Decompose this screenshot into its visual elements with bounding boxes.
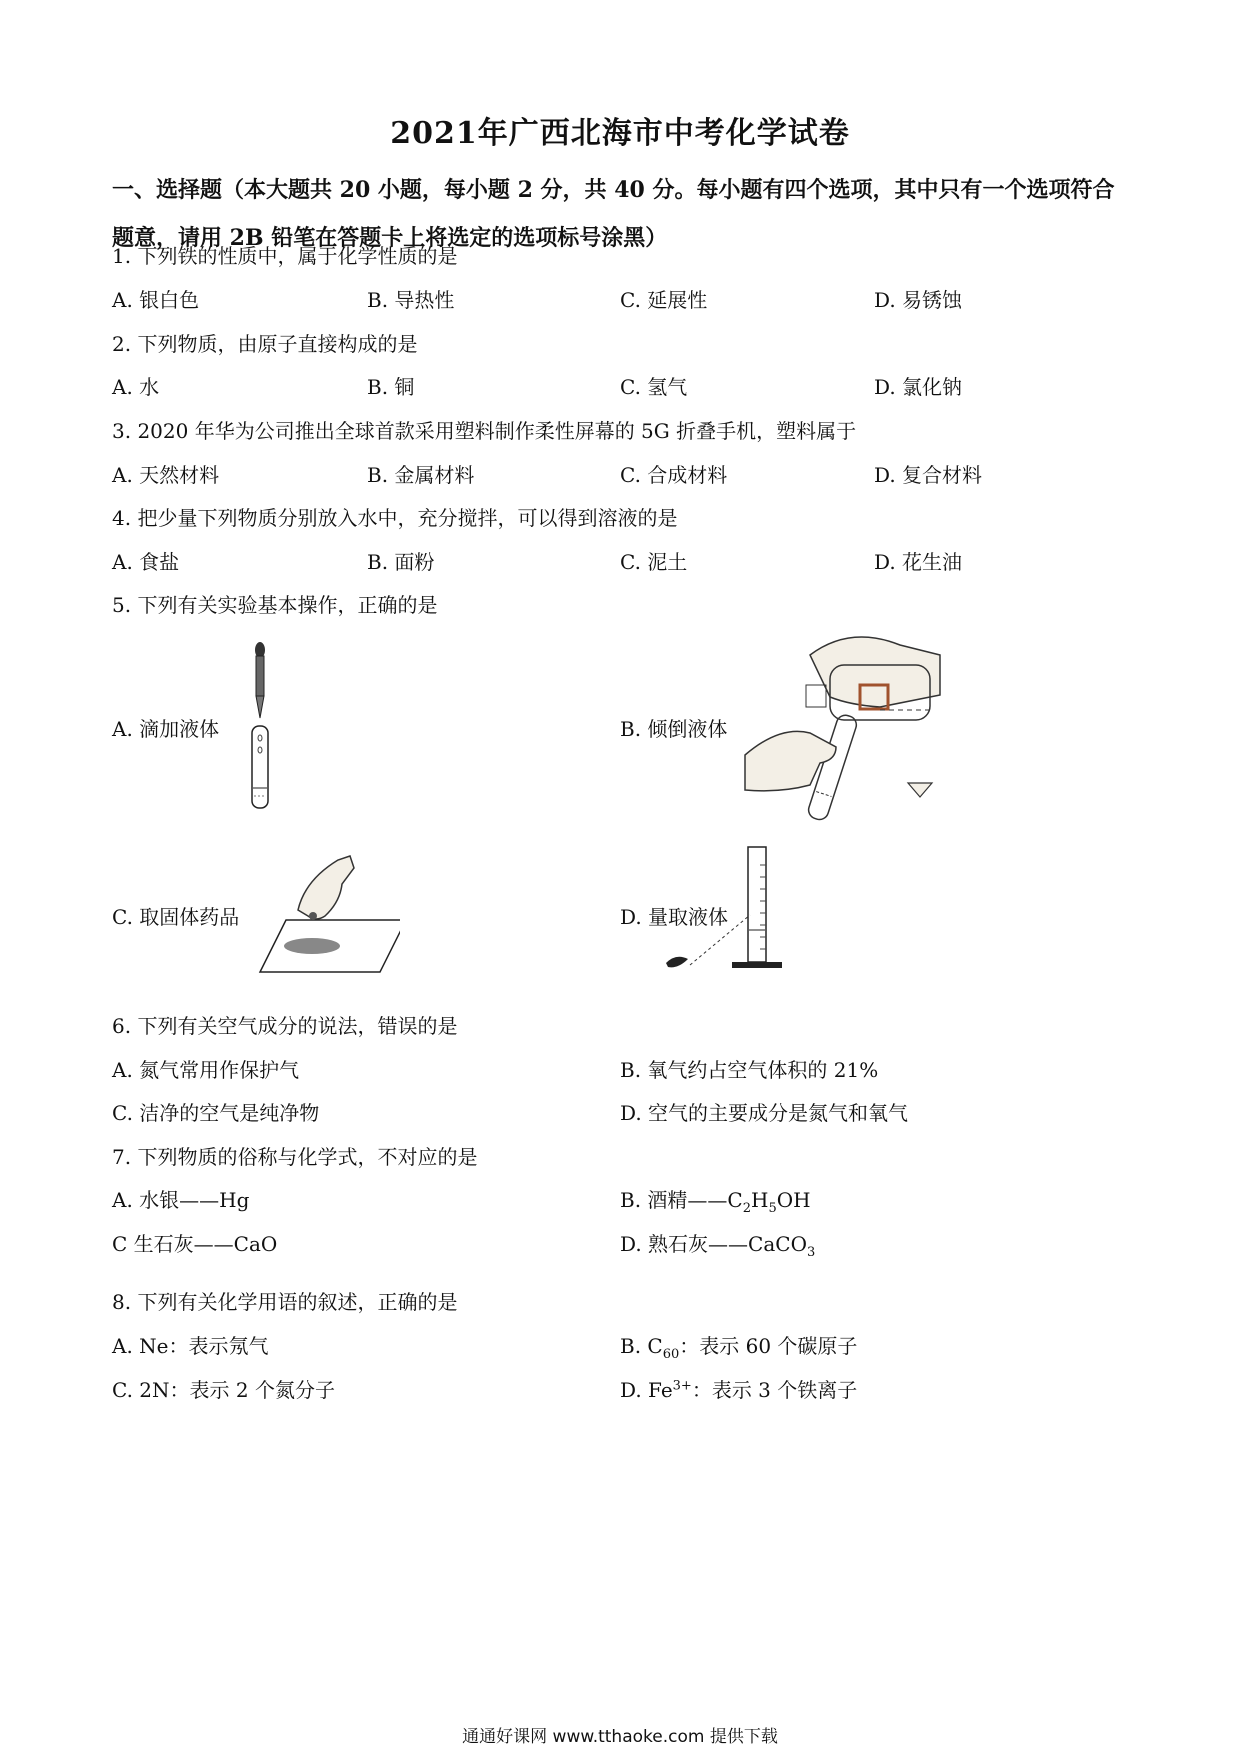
- q5-option-d: D. 量取液体: [620, 905, 729, 929]
- q1-option-a: A. 银白色: [112, 288, 200, 312]
- q7-d-text: D. 熟石灰——CaCO: [620, 1232, 807, 1256]
- q7-option-d: [620, 1228, 815, 1260]
- dropper-test-tube-figure: [240, 638, 280, 818]
- q1-option-d: D. 易锈蚀: [874, 288, 963, 312]
- q8-option-a: A. Ne：表示氖气: [112, 1334, 269, 1358]
- q7-b-text-end: OH: [776, 1188, 811, 1212]
- q4-option-a: A. 食盐: [112, 550, 180, 574]
- question-5-stem: 5. 下列有关实验基本操作，正确的是: [112, 593, 438, 617]
- q5-option-b: B. 倾倒液体: [620, 717, 728, 741]
- measuring-cylinder-figure: [660, 845, 795, 975]
- q4-option-c: C. 泥土: [620, 550, 688, 574]
- q3-option-b: B. 金属材料: [367, 463, 475, 487]
- q7-b-text: B. 酒精——C: [620, 1188, 743, 1212]
- q4-option-d: D. 花生油: [874, 550, 963, 574]
- q1-option-b: B. 导热性: [367, 288, 455, 312]
- q7-d-sub: 3: [806, 1245, 816, 1260]
- q8-d-text-end: ：表示 3 个铁离子: [691, 1378, 858, 1402]
- q8-option-d: [620, 1374, 857, 1403]
- question-3-stem: 3. 2020 年华为公司推出全球首款采用塑料制作柔性屏幕的 5G 折叠手机，塑料属于: [112, 419, 857, 443]
- q6-option-c: C. 洁净的空气是纯净物: [112, 1101, 320, 1125]
- q7-option-c: C 生石灰——CaO: [112, 1232, 278, 1256]
- q7-b-sub-2: 5: [768, 1201, 777, 1216]
- q3-option-d: D. 复合材料: [874, 463, 983, 487]
- q8-d-sup: 3+: [672, 1378, 692, 1394]
- q8-d-text: D. Fe: [620, 1378, 673, 1402]
- q3-option-a: A. 天然材料: [112, 463, 220, 487]
- question-6-stem: 6. 下列有关空气成分的说法，错误的是: [112, 1014, 458, 1038]
- q1-option-c: C. 延展性: [620, 288, 708, 312]
- section-heading: 一、选择题（本大题共 20 小题，每小题 2 分，共 40 分。每小题有四个选项，其中只有一个选项符合题意，请用 2B 铅笔在答题卡上将选定的选项标号涂黑）: [112, 177, 1115, 251]
- q2-option-c: C. 氢气: [620, 375, 688, 399]
- q6-option-d: D. 空气的主要成分是氮气和氧气: [620, 1101, 909, 1125]
- q8-option-b: [620, 1330, 857, 1362]
- question-8-stem: 8. 下列有关化学用语的叙述，正确的是: [112, 1290, 458, 1314]
- q4-option-b: B. 面粉: [367, 550, 435, 574]
- q7-option-a: A. 水银——Hg: [112, 1188, 250, 1212]
- q2-option-a: A. 水: [112, 375, 160, 399]
- q8-b-text: B. C: [620, 1334, 663, 1358]
- q3-option-c: C. 合成材料: [620, 463, 728, 487]
- q2-option-b: B. 铜: [367, 375, 415, 399]
- q8-b-sub: 60: [662, 1347, 680, 1362]
- q6-option-b: B. 氧气约占空气体积的 21%: [620, 1058, 879, 1082]
- q7-option-b: [620, 1184, 811, 1216]
- question-2-stem: 2. 下列物质，由原子直接构成的是: [112, 332, 418, 356]
- question-7-stem: 7. 下列物质的俗称与化学式，不对应的是: [112, 1145, 478, 1169]
- q8-b-text-end: ：表示 60 个碳原子: [679, 1334, 858, 1358]
- q7-b-sub-1: 2: [742, 1201, 751, 1216]
- question-4-stem: 4. 把少量下列物质分别放入水中，充分搅拌，可以得到溶液的是: [112, 506, 678, 530]
- exam-title: 2021年广西北海市中考化学试卷: [390, 116, 850, 151]
- footer-source: 通通好课网 www.tthaoke.com 提供下载: [462, 1727, 778, 1747]
- question-1-stem: 1. 下列铁的性质中，属于化学性质的是: [112, 244, 458, 268]
- q2-option-d: D. 氯化钠: [874, 375, 963, 399]
- q8-option-c: C. 2N：表示 2 个氮分子: [112, 1378, 335, 1402]
- q6-option-a: A. 氮气常用作保护气: [112, 1058, 300, 1082]
- pouring-liquid-figure: [740, 625, 960, 825]
- solid-reagent-figure: [230, 850, 400, 980]
- q7-b-text-mid: H: [751, 1188, 769, 1212]
- q5-option-c: C. 取固体药品: [112, 905, 240, 929]
- q5-option-a: A. 滴加液体: [112, 717, 220, 741]
